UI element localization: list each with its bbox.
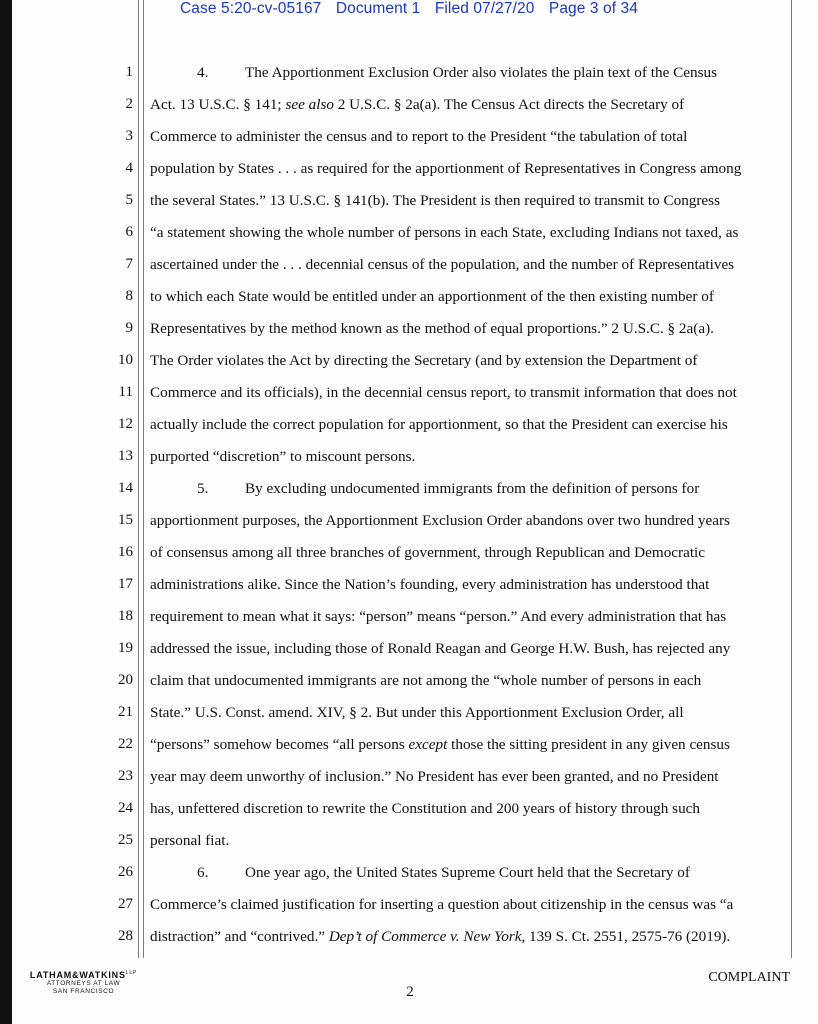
text: Act. 13 U.S.C. § 141; [150,96,286,113]
body-line: has, unfettered discretion to rewrite the Constitution and 200 years of history through such [150,800,701,817]
paragraph-number: 4. [197,64,209,81]
body-line: addressed the issue, including those of Ronald Reagan and George H.W. Bush, has rejected any [150,640,731,657]
body-line: personal fiat. [150,832,230,849]
body-line [150,864,818,882]
line-number: 13 [118,448,133,464]
line-number: 2 [125,96,133,112]
text: “persons” somehow becomes “all persons [150,736,409,753]
line-number: 8 [125,288,133,304]
line-number: 18 [118,608,133,624]
body-line [150,736,785,754]
document-number: Document 1 [335,0,421,17]
line-number: 6 [125,224,133,240]
body-line: requirement to mean what it says: “person” means “person.” And every administration that has [150,608,727,625]
body-line: to which each State would be entitled under an apportionment of the then existing number of [150,288,714,305]
line-number: 12 [118,416,133,432]
body-line: State.” U.S. Const. amend. XIV, § 2. But under this Apportionment Exclusion Order, all [150,704,684,721]
body-line [150,928,785,946]
line-number: 1 [125,64,133,80]
line-number: 22 [118,736,133,752]
line-number: 3 [125,128,133,144]
line-number: 27 [118,896,133,912]
ecf-header [0,0,818,20]
firm-city: SAN FRANCISCO [52,988,115,995]
margin-rule-left-inner [143,0,144,958]
line-number: 25 [118,832,133,848]
paragraph-number: 6. [197,864,209,881]
filed-date: Filed 07/27/20 [434,0,535,17]
body-line [150,96,785,114]
body-line: of consensus among all three branches of government, through Republican and Democratic [150,544,706,561]
body-line: year may deem unworthy of inclusion.” No President has ever been granted, and no President [150,768,719,785]
line-number: 5 [125,192,133,208]
line-number: 20 [118,672,133,688]
text: The Apportionment Exclusion Order also violates the plain text of the Census [245,64,717,81]
margin-rule-left-outer [138,0,139,958]
margin-rule-right [791,0,792,958]
body-line: The Order violates the Act by directing the Secretary (and by extension the Department of [150,352,698,369]
line-number: 23 [118,768,133,784]
line-number: 24 [118,800,133,816]
line-number: 4 [125,160,133,176]
page-number: 2 [406,984,414,1000]
body-line: “a statement showing the whole number of persons in each State, excluding Indians not taxed, as [150,224,739,241]
line-number: 7 [125,256,133,272]
body-line: apportionment purposes, the Apportionment Exclusion Order abandons over two hundred years [150,512,730,529]
text: By excluding undocumented immigrants from the definition of persons for [245,480,700,497]
case-number: Case 5:20-cv-05167 [180,0,322,17]
line-number: 9 [125,320,133,336]
firm-name [26,970,141,980]
line-number: 16 [118,544,133,560]
line-number: 26 [118,864,133,880]
scan-edge [0,0,12,1024]
italic-emphasis: except [408,736,448,753]
firm-name-text: LATHAM&WATKINS [29,970,126,980]
line-number: 17 [118,576,133,592]
body-line [150,480,818,498]
line-number: 10 [118,352,133,368]
text: One year ago, the United States Supreme Court held that the Secretary of [245,864,690,881]
body-line: claim that undocumented immigrants are not among the “whole number of persons in each [150,672,702,689]
line-number: 21 [118,704,133,720]
body-line: administrations alike. Since the Nation’s founding, every administration has understood that [150,576,710,593]
body-line [150,64,818,82]
line-number: 15 [118,512,133,528]
firm-logo [26,970,141,996]
firm-suffix: LLP [125,970,138,976]
page-indicator: Page 3 of 34 [548,0,638,17]
line-number: 28 [118,928,133,944]
case-citation: Dep’t of Commerce v. New York [328,928,522,945]
body-line: actually include the correct population for apportionment, so that the President can exercise his [150,416,728,433]
body-line: the several States.” 13 U.S.C. § 141(b). The President is then required to transmit to Congress [150,192,720,209]
body-line: Commerce and its officials), in the decennial census report, to transmit information that does not [150,384,737,401]
text: , 139 S. Ct. 2551, 2575-76 (2019). [521,928,731,945]
text: 2 U.S.C. § 2a(a). The Census Act directs the Secretary of [333,96,685,113]
body-line: Commerce to administer the census and to report to the President “the tabulation of total [150,128,688,145]
line-number: 11 [118,384,133,400]
body-line: Representatives by the method known as the method of equal proportions.” 2 U.S.C. § 2a(a). [150,320,714,337]
document-label: COMPLAINT [708,970,790,985]
text: distraction” and “contrived.” [150,928,329,945]
line-number: 19 [118,640,133,656]
line-number: 14 [118,480,133,496]
body-line: Commerce’s claimed justification for inserting a question about citizenship in the census was “a [150,896,734,913]
body-line: ascertained under the . . . decennial census of the population, and the number of Representatives [150,256,735,273]
body-line: population by States . . . as required for the apportionment of Representatives in Congress among [150,160,742,177]
italic-signal: see also [285,96,334,113]
text: those the sitting president in any given census [447,736,730,753]
paragraph-number: 5. [197,480,209,497]
body-line: purported “discretion” to miscount persons. [150,448,416,465]
firm-attorneys: ATTORNEYS AT LAW [46,980,121,987]
